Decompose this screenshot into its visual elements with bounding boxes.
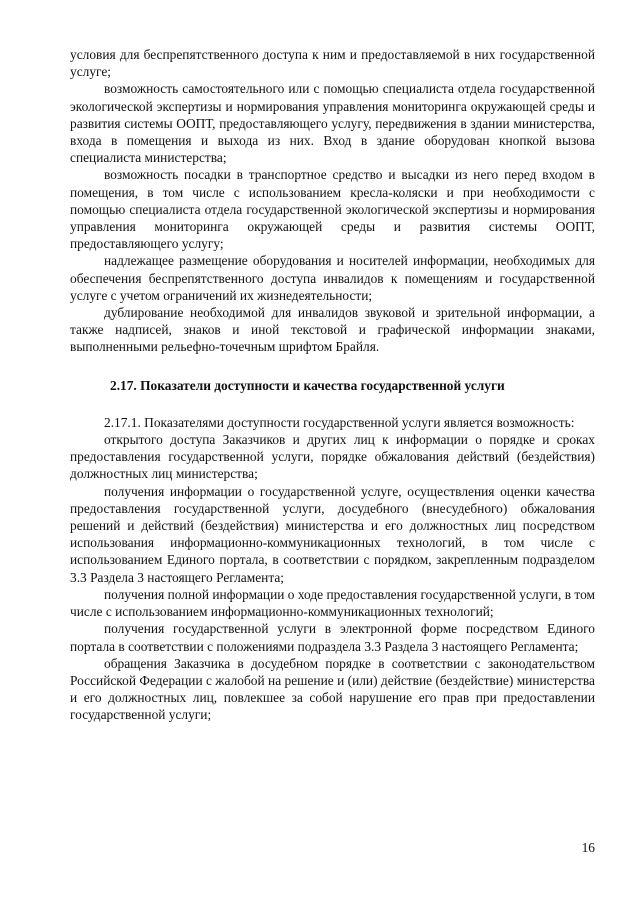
paragraph-8: получения информации о государственной услуге, осуществления оценки качества предоставления государственной услуги, досудебного (внесудебного) обжалования решений и действий (бездействия) министерства и его должностных лиц посредством использования информационно-коммуникационных технологий, в том числе с использованием Единого портала, в соответствии с порядком, закрепленным подразделом 3.3 Раздела 3 настоящего Регламента;: [70, 483, 595, 585]
paragraph-7: открытого доступа Заказчиков и других лиц к информации о порядке и сроках предоставления государственной услуги, порядке обжалования действий (бездействия) должностных лиц министерства;: [70, 432, 595, 482]
paragraph-6: 2.17.1. Показателями доступности государственной услуги является возможность:: [104, 414, 575, 430]
paragraph-11: обращения Заказчика в досудебном порядке в соответствии с законодательством Российской Федерации с жалобой на решение и (или) действие (бездействие) министерства и его должностных лиц, повлекшее за собой нарушение его прав при предоставлении государственной услуги;: [70, 655, 595, 723]
page-number: 16: [581, 840, 595, 855]
paragraph-10: получения государственной услуги в электронной форме посредством Единого портала в соответствии с положениями подраздела 3.3 Раздела 3 настоящего Регламента;: [70, 621, 595, 654]
paragraph-4: надлежащее размещение оборудования и носителей информации, необходимых для обеспечения беспрепятственного доступа инвалидов к помещениям и государственной услуге с учетом ограничений их жизнедеятельности;: [70, 253, 595, 303]
paragraph-1: условия для беспрепятственного доступа к ним и предоставляемой в них государственной услуге;: [70, 47, 595, 80]
paragraph-2: возможность самостоятельного или с помощью специалиста отдела государственной экологической экспертизы и нормирования управления мониторинга окружающей среды и развития системы ООПТ, предоставляющего услугу, передвижения в здании министерства, входа в помещения и выхода из них. Вход в здание оборудован кнопкой вызова специалиста министерства;: [70, 81, 595, 166]
section-heading: 2.17. Показатели доступности и качества государственной услуги: [110, 377, 505, 393]
paragraph-5: дублирование необходимой для инвалидов звуковой и зрительной информации, а также надписей, знаков и иной текстовой и графической информации знаками, выполненными рельефно-точечным шрифтом Брайля.: [70, 305, 595, 355]
paragraph-9: получения полной информации о ходе предоставления государственной услуги, в том числе с использованием информационно-коммуникационных технологий;: [70, 586, 595, 620]
document-page: [70, 46, 595, 724]
paragraph-3: возможность посадки в транспортное средство и высадки из него перед входом в помещения, в том числе с использованием кресла-коляски и при необходимости с помощью специалиста отдела государственной экологической экспертизы и нормирования управления мониторинга окружающей среды и развития системы ООПТ, предоставляющего услугу;: [70, 167, 595, 252]
